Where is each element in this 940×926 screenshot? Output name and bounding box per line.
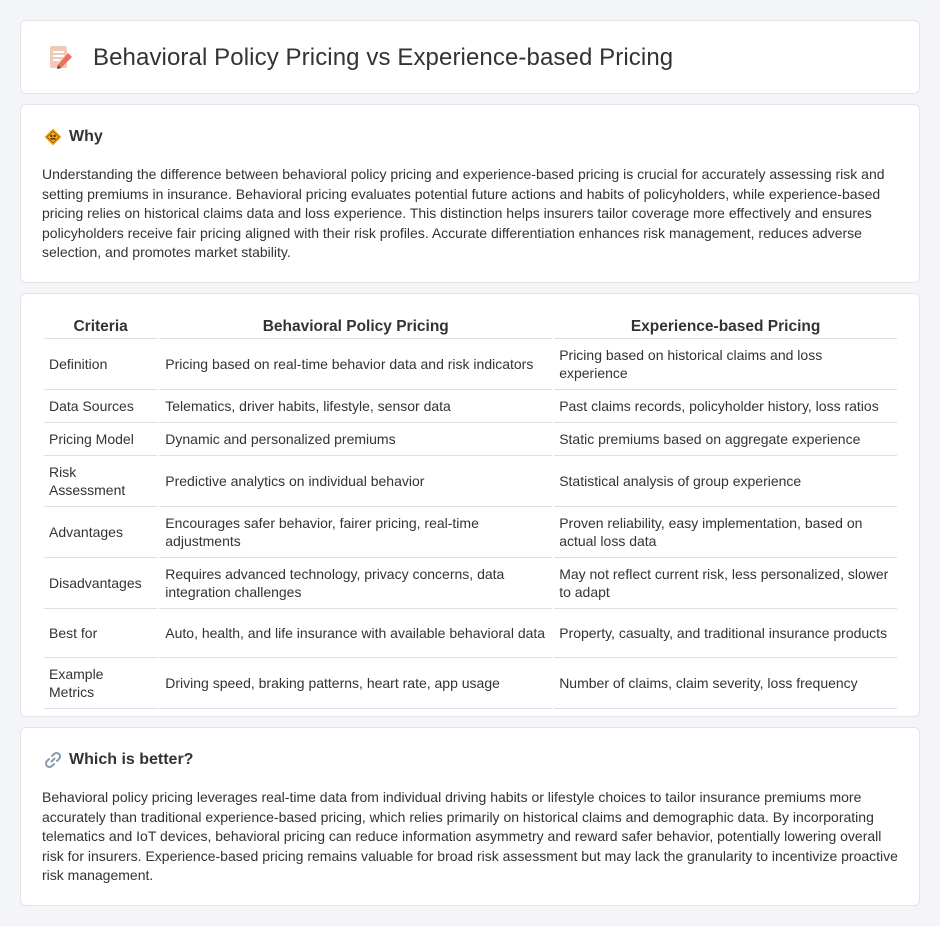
behavioral-cell: Requires advanced technology, privacy concerns, data integration challenges bbox=[159, 558, 552, 609]
behavioral-cell: Predictive analytics on individual behavior bbox=[159, 456, 552, 507]
experience-cell: May not reflect current risk, less personalized, slower to adapt bbox=[554, 558, 897, 609]
criteria-cell: Best for bbox=[44, 609, 157, 658]
behavioral-cell: Dynamic and personalized premiums bbox=[159, 423, 552, 456]
behavioral-cell: Encourages safer behavior, fairer pricing, real-time adjustments bbox=[159, 507, 552, 558]
behavioral-cell: Telematics, driver habits, lifestyle, sensor data bbox=[159, 390, 552, 423]
behavioral-cell: Pricing based on real-time behavior data and risk indicators bbox=[159, 339, 552, 390]
better-title: Which is better? bbox=[69, 751, 194, 768]
title-row bbox=[45, 43, 673, 73]
table-row bbox=[44, 423, 897, 456]
why-heading-row bbox=[43, 127, 103, 147]
criteria-cell: Disadvantages bbox=[44, 558, 157, 609]
comparison-table bbox=[42, 316, 899, 709]
table-row bbox=[44, 507, 897, 558]
experience-cell: Pricing based on historical claims and loss experience bbox=[554, 339, 897, 390]
better-text: Behavioral policy pricing leverages real-time data from individual driving habits or lifestyle choices to tailor insurance premiums more accurately than traditional experience-based pricing, which relies primarily on historical claims and demographic data. By incorporating telematics and IoT devices, behavioral pricing can reduce information asymmetry and reward safer behavior, potentially lowering overall risk for insurers. Experience-based pricing remains valuable for broad risk assessment but may lack the granularity to incentivize proactive risk management. bbox=[42, 789, 898, 883]
header-card bbox=[20, 20, 920, 94]
table-row bbox=[44, 456, 897, 507]
experience-cell: Proven reliability, easy implementation, based on actual loss data bbox=[554, 507, 897, 558]
table-row bbox=[44, 558, 897, 609]
table-row bbox=[44, 390, 897, 423]
column-header-criteria: Criteria bbox=[44, 316, 157, 339]
table-header-row bbox=[44, 316, 897, 339]
experience-cell: Statistical analysis of group experience bbox=[554, 456, 897, 507]
which-is-better-section bbox=[20, 727, 920, 906]
why-title: Why bbox=[69, 128, 103, 145]
experience-cell: Past claims records, policyholder history, loss ratios bbox=[554, 390, 897, 423]
why-text: Understanding the difference between behavioral policy pricing and experience-based pricing is crucial for accurately assessing risk and setting premiums in insurance. Behavioral pricing evaluates potential future actions and habits of policyholders, while experience-based pricing relies on historical claims data and loss experience. This distinction helps insurers tailor coverage more effectively and ensures policyholders receive fair pricing aligned with their risk profiles. Accurate differentiation enhances risk management, reduces adverse selection, and promotes market stability. bbox=[42, 166, 885, 260]
table-row bbox=[44, 339, 897, 390]
why-section bbox=[20, 104, 920, 283]
experience-cell: Static premiums based on aggregate experience bbox=[554, 423, 897, 456]
criteria-cell: Risk Assessment bbox=[44, 456, 157, 507]
behavioral-cell: Auto, health, and life insurance with available behavioral data bbox=[159, 609, 552, 658]
comparison-section bbox=[20, 293, 920, 717]
criteria-cell: Advantages bbox=[44, 507, 157, 558]
criteria-cell: Pricing Model bbox=[44, 423, 157, 456]
column-header-behavioral: Behavioral Policy Pricing bbox=[159, 316, 552, 339]
criteria-cell: Example Metrics bbox=[44, 658, 157, 709]
table-row bbox=[44, 658, 897, 709]
better-heading-row bbox=[43, 750, 193, 770]
criteria-cell: Definition bbox=[44, 339, 157, 390]
document-pencil-icon bbox=[45, 43, 75, 73]
experience-cell: Property, casualty, and traditional insurance products bbox=[554, 609, 897, 658]
diamond-sign-icon bbox=[43, 127, 63, 147]
page-title: Behavioral Policy Pricing vs Experience-based Pricing bbox=[93, 44, 674, 71]
experience-cell: Number of claims, claim severity, loss frequency bbox=[554, 658, 897, 709]
table-row bbox=[44, 609, 897, 658]
criteria-cell: Data Sources bbox=[44, 390, 157, 423]
link-icon bbox=[43, 750, 63, 770]
column-header-experience: Experience-based Pricing bbox=[554, 316, 897, 339]
behavioral-cell: Driving speed, braking patterns, heart rate, app usage bbox=[159, 658, 552, 709]
